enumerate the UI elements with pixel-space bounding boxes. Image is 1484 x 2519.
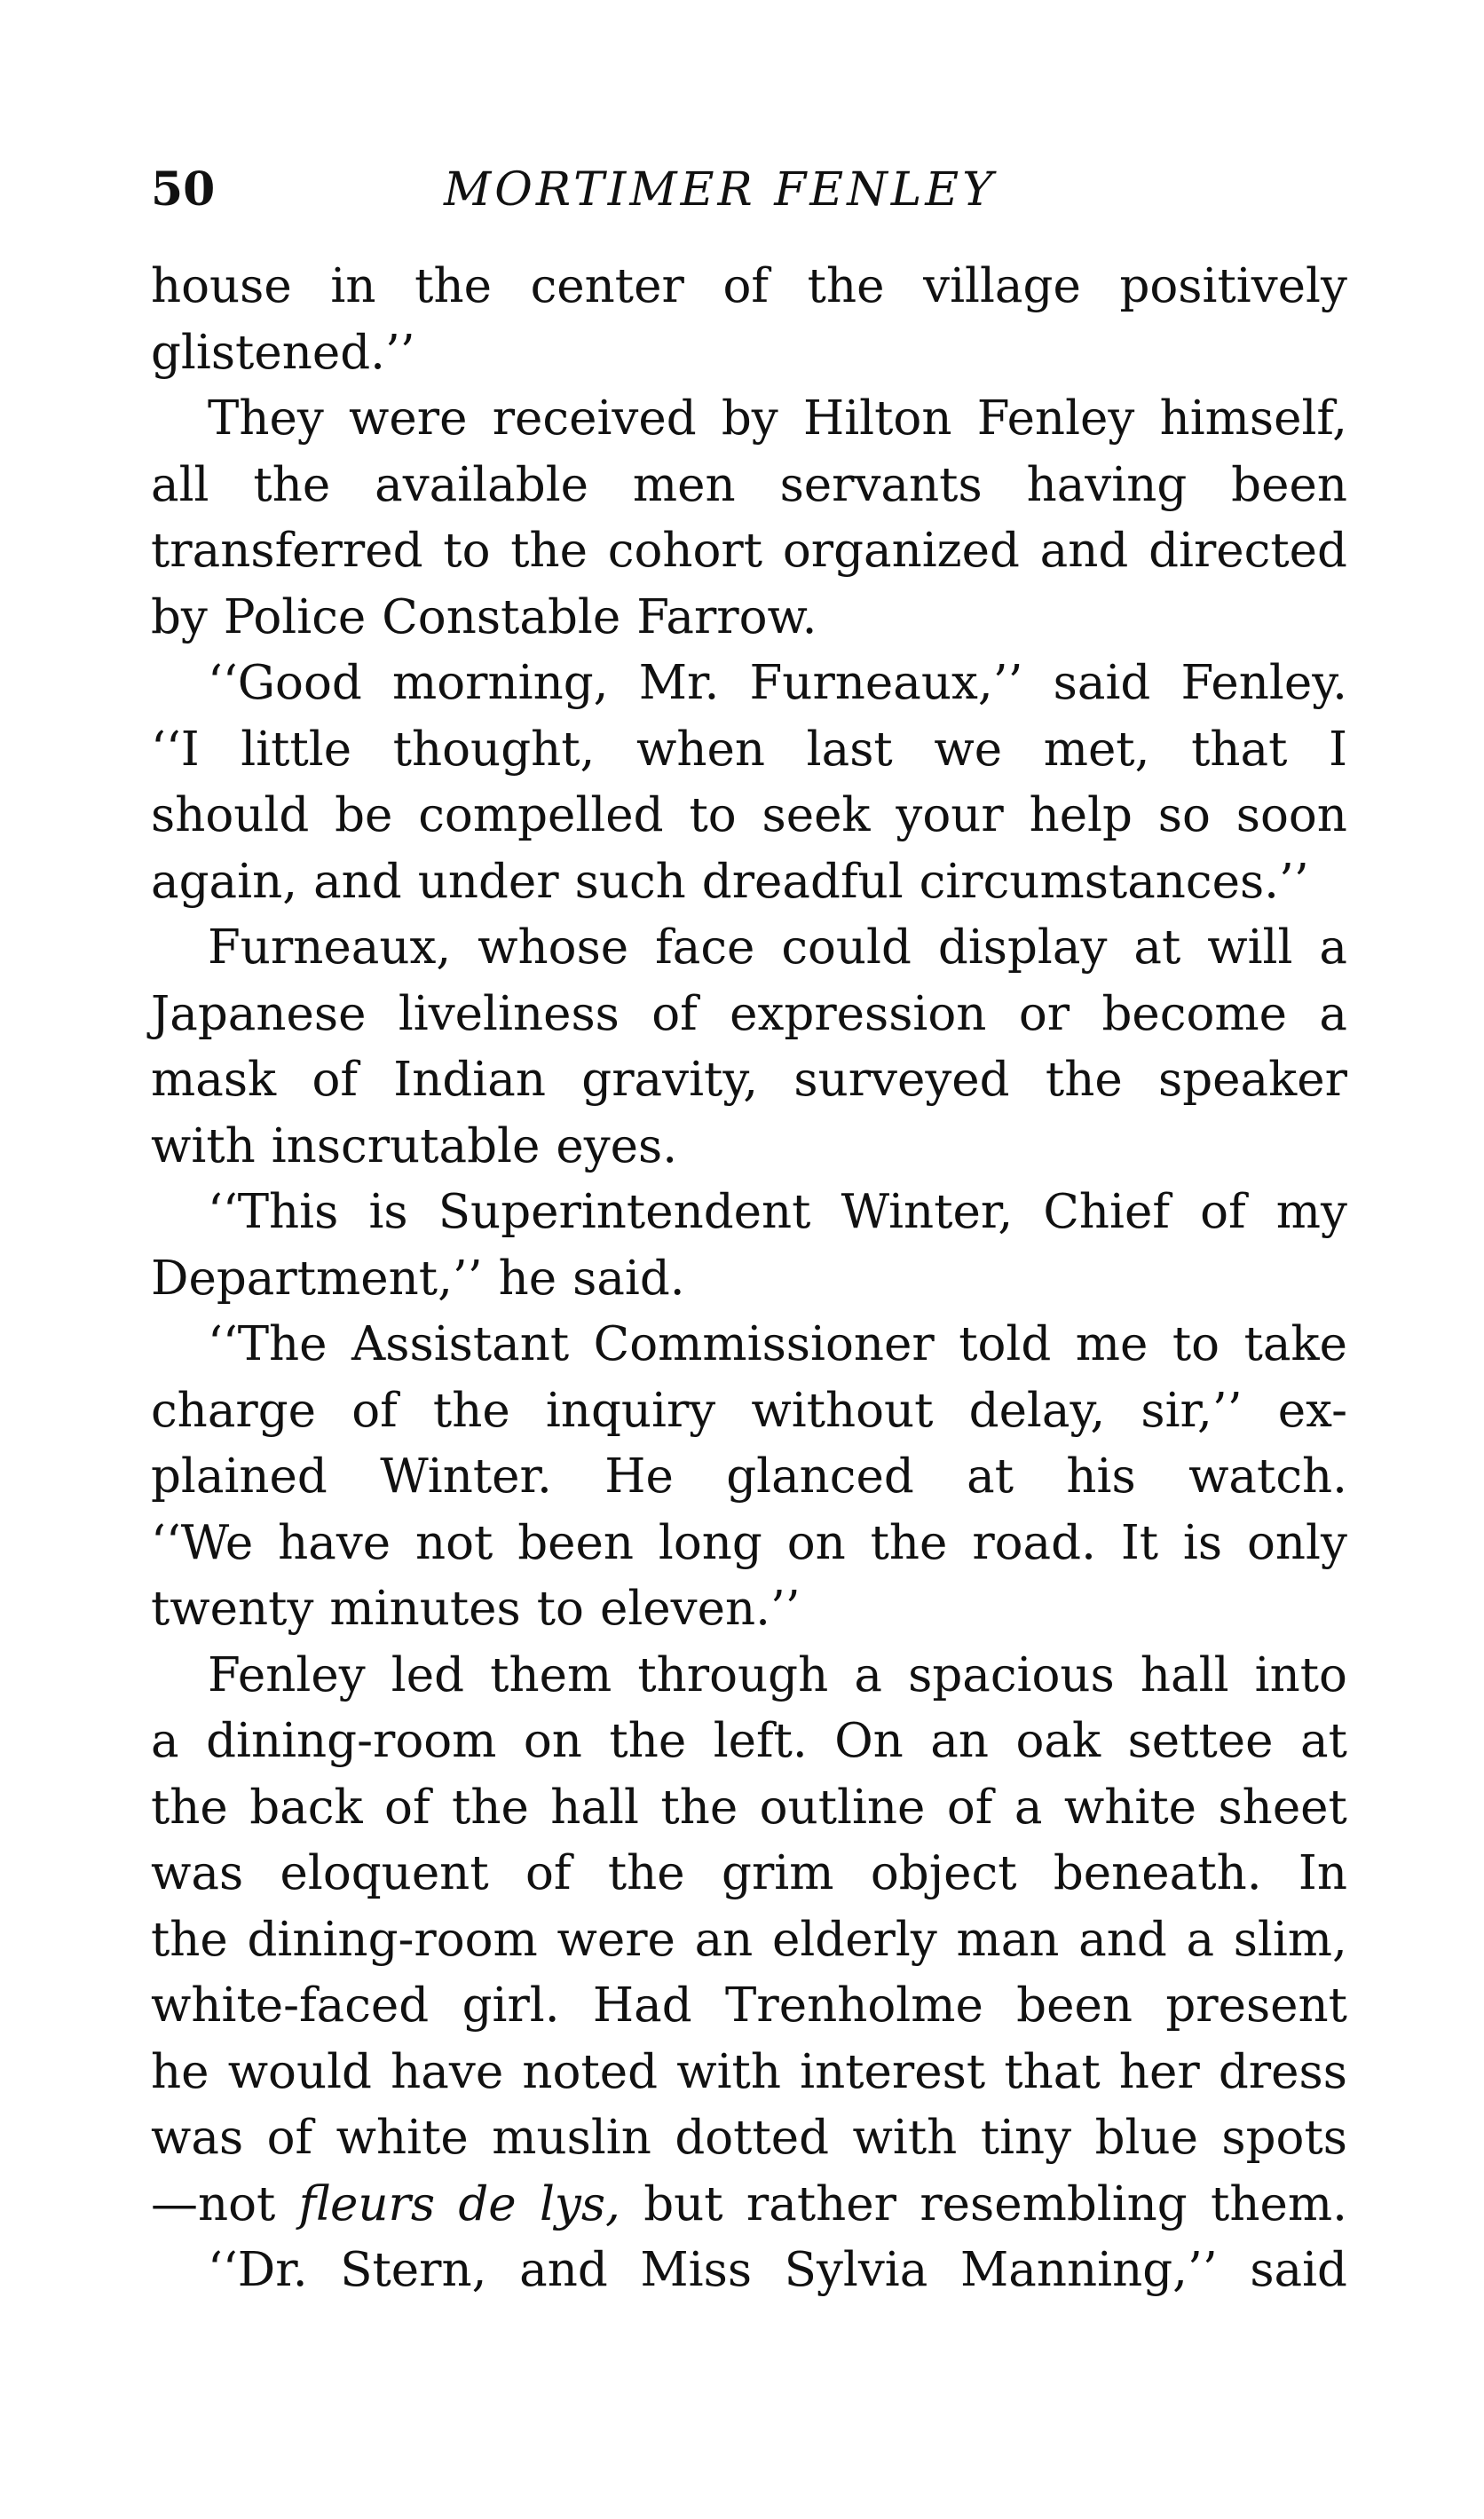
text-line: again, and under such dreadful circumstances.’’	[151, 854, 1309, 909]
text-line: was of white muslin dotted with tiny blue spots	[151, 2111, 1347, 2165]
text-line: charge of the inquiry without delay, sir,’’ ex-	[151, 1383, 1347, 1438]
text-line: glistened.’’	[151, 325, 415, 380]
book-title: MORTIMER FENLEY	[444, 163, 997, 217]
text-line: ‘‘We have not been long on the road. It is only	[151, 1515, 1347, 1570]
running-head	[151, 158, 1358, 222]
text-line: the back of the hall the outline of a white sheet	[151, 1780, 1347, 1835]
text-line: twenty minutes to eleven.’’	[151, 1582, 801, 1636]
text-line: house in the center of the village positively	[151, 259, 1347, 313]
text-line: a dining-room on the left. On an oak settee at	[151, 1714, 1347, 1768]
text-line: mask of Indian gravity, surveyed the speaker	[151, 1053, 1347, 1107]
text-line: white-faced girl. Had Trenholme been present	[151, 1978, 1347, 2033]
text-line: he would have noted with interest that her dress	[151, 2044, 1347, 2099]
text-line: ‘‘Good morning, Mr. Furneaux,’’ said Fenley.	[208, 656, 1347, 710]
text-line: transferred to the cohort organized and directed	[151, 524, 1347, 578]
text-line: Japanese liveliness of expression or become a	[151, 986, 1347, 1041]
page-number: 50	[151, 162, 216, 217]
text-line: was eloquent of the grim object beneath. In	[151, 1846, 1347, 1900]
text-line: ‘‘I little thought, when last we met, that I	[151, 722, 1347, 777]
text-line: plained Winter. He glanced at his watch.	[151, 1449, 1347, 1504]
text-line: Fenley led them through a spacious hall into	[208, 1647, 1347, 1702]
text-line: with inscrutable eyes.	[151, 1118, 678, 1173]
text-line: all the available men servants having been	[151, 457, 1347, 512]
text-line: ‘‘This is Superintendent Winter, Chief of my	[208, 1185, 1347, 1239]
text-line: Furneaux, whose face could display at will a	[208, 920, 1347, 975]
text-line: should be compelled to seek your help so soon	[151, 788, 1347, 842]
text-line: They were received by Hilton Fenley himself,	[208, 391, 1347, 446]
text-line: by Police Constable Farrow.	[151, 589, 817, 644]
text-line: ‘‘Dr. Stern, and Miss Sylvia Manning,’’ said	[208, 2243, 1347, 2297]
text-line: ‘‘The Assistant Commissioner told me to take	[208, 1317, 1347, 1371]
text-line: —not fleurs de lys, but rather resembling them.	[151, 2176, 1347, 2231]
body-text	[151, 254, 1347, 2304]
text-line: the dining-room were an elderly man and a slim,	[151, 1912, 1347, 1967]
text-line: Department,’’ he said.	[151, 1251, 685, 1306]
